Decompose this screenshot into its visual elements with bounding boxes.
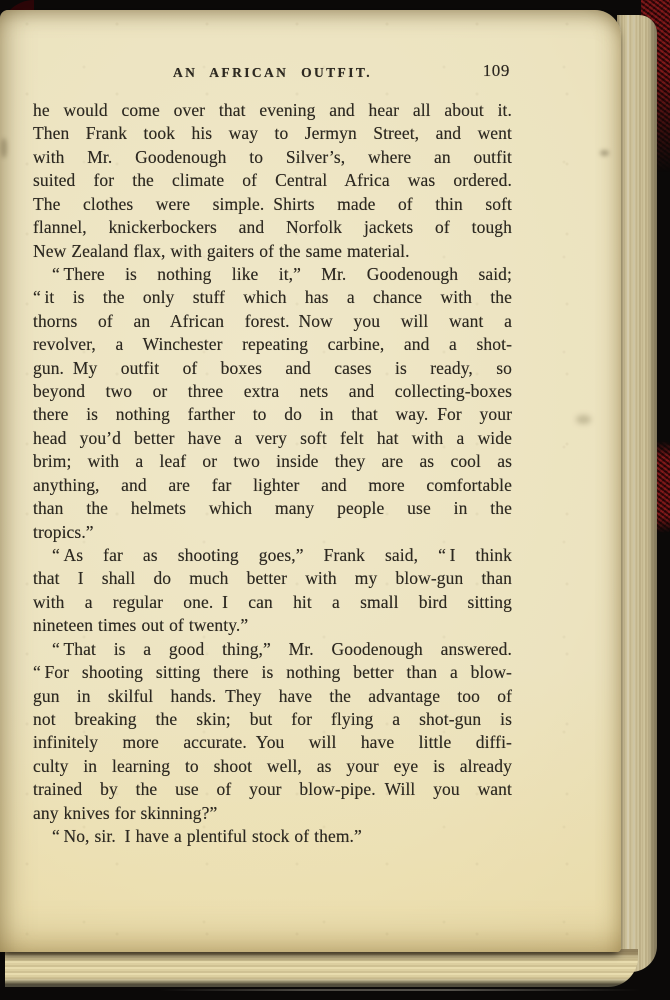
- text-line: that I shall do much better with my blow-gun than: [33, 568, 512, 589]
- text-line: anything, and are far lighter and more comfortable: [33, 474, 512, 495]
- paragraph: [33, 263, 512, 544]
- text-line: nineteen times out of twenty.”: [33, 615, 249, 636]
- text-line: suited for the climate of Central Africa was ordered.: [33, 170, 512, 191]
- text-line: not breaking the skin; but for flying a shot-gun is: [33, 708, 512, 729]
- text-line: Then Frank took his way to Jermyn Street, and went: [33, 123, 512, 144]
- page-header: [33, 63, 512, 85]
- text-line: “ No, sir. I have a plentiful stock of them.”: [52, 826, 362, 847]
- book-page: [0, 10, 621, 952]
- page-edge-stack-right: [617, 15, 657, 972]
- paragraph: [33, 544, 512, 638]
- text-line: “ As far as shooting goes,” Frank said, “ I think: [52, 545, 512, 566]
- text-line: than the helmets which many people use in the: [33, 498, 512, 519]
- text-line: infinitely more accurate. You will have little diffi-: [33, 732, 512, 753]
- text-line: “ That is a good thing,” Mr. Goodenough answered.: [52, 638, 512, 659]
- paragraph: [33, 638, 512, 825]
- page-edge-stack-bottom: [5, 949, 638, 987]
- text-line: with a regular one. I can hit a small bird sitting: [33, 591, 512, 612]
- text-line: “ For shooting sitting there is nothing better than a blow-: [33, 662, 512, 683]
- text-line: gun. My outfit of boxes and cases is ready, so: [33, 357, 512, 378]
- text-line: culty in learning to shoot well, as your eye is already: [33, 755, 512, 776]
- text-line: brim; with a leaf or two inside they are as cool as: [33, 451, 512, 472]
- text-line: beyond two or three extra nets and collecting-boxes: [33, 381, 512, 402]
- text-line: head you’d better have a very soft felt hat with a wide: [33, 427, 512, 448]
- page-text: [33, 99, 512, 849]
- text-line: gun in skilful hands. They have the advantage too of: [33, 685, 512, 706]
- text-line: trained by the use of your blow-pipe. Will you want: [33, 779, 512, 800]
- text-line: “ There is nothing like it,” Mr. Goodenough said;: [52, 263, 512, 284]
- text-line: revolver, a Winchester repeating carbine, and a shot-: [33, 334, 512, 355]
- text-line: New Zealand flax, with gaiters of the same material.: [33, 240, 410, 261]
- paper-smudge: [600, 150, 609, 156]
- text-line: thorns of an African forest. Now you will want a: [33, 310, 512, 331]
- text-line: any knives for skinning?”: [33, 802, 218, 823]
- table-edge-line: [160, 989, 640, 991]
- paragraph: [33, 825, 512, 848]
- text-line: The clothes were simple. Shirts made of thin soft: [33, 193, 512, 214]
- paragraph: [33, 99, 512, 263]
- paper-smudge: [576, 415, 591, 424]
- paper-smudge: [1, 138, 7, 158]
- text-line: “ it is the only stuff which has a chance with the: [33, 287, 512, 308]
- text-line: there is nothing farther to do in that way. For your: [33, 404, 512, 425]
- text-line: with Mr. Goodenough to Silver’s, where an outfit: [33, 146, 512, 167]
- text-line: he would come over that evening and hear all about it.: [33, 100, 512, 120]
- text-line: tropics.”: [33, 521, 94, 542]
- page-number: 109: [482, 61, 510, 80]
- running-title: AN AFRICAN OUTFIT.: [172, 65, 373, 80]
- text-line: flannel, knickerbockers and Norfolk jackets of tough: [33, 217, 512, 238]
